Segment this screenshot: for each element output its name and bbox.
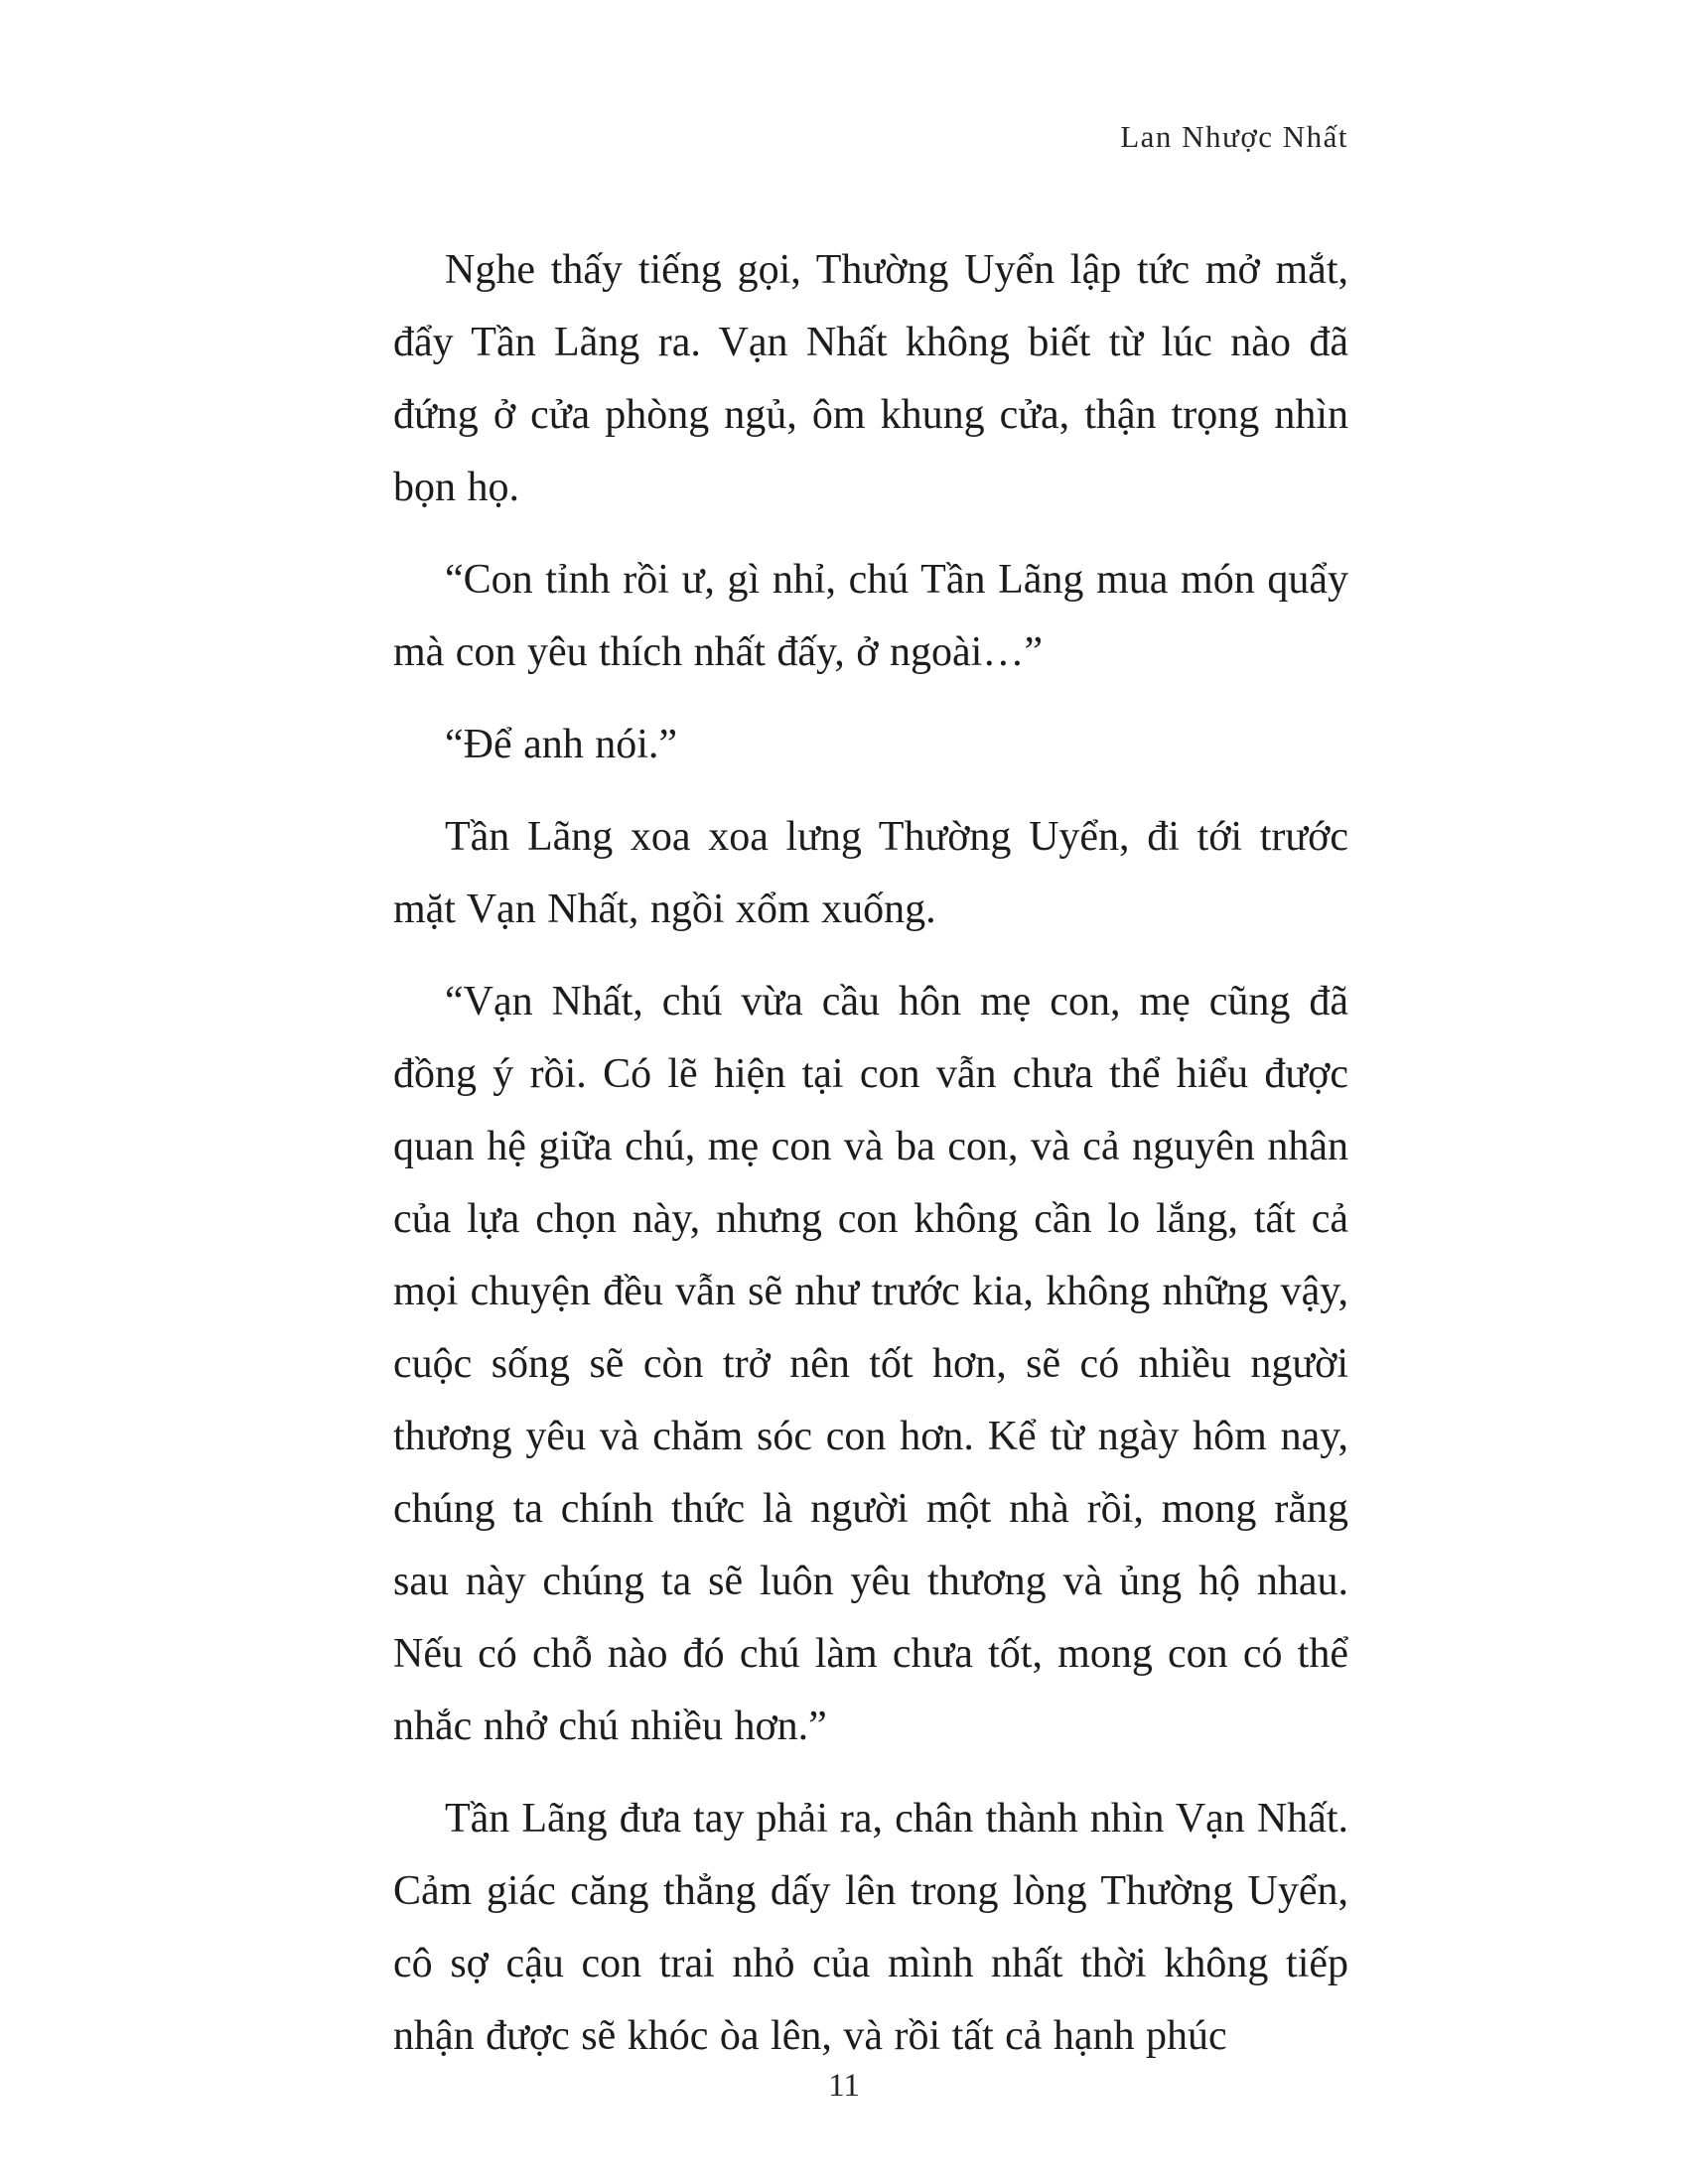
paragraph: “Để anh nói.” bbox=[445, 722, 678, 767]
paragraph: Tần Lãng đưa tay phải ra, chân thành nhìn Vạn Nhất. Cảm giác căng thẳng dấy lên trong lòng Thường Uyển, cô sợ cậu con trai nhỏ của mình nhất thời không tiếp nhận được sẽ khóc òa lên, và rồi tất cả hạnh phúc bbox=[393, 1796, 1348, 2059]
paragraph: Nghe thấy tiếng gọi, Thường Uyển lập tức mở mắt, đẩy Tần Lãng ra. Vạn Nhất không biết từ lúc nào đã đứng ở cửa phòng ngủ, ôm khung cửa, thận trọng nhìn bọn họ. bbox=[393, 247, 1348, 510]
page-number: 11 bbox=[828, 2068, 860, 2104]
paragraph: “Con tỉnh rồi ư, gì nhỉ, chú Tần Lãng mua món quẩy mà con yêu thích nhất đấy, ở ngoài…” bbox=[393, 557, 1348, 675]
running-header-author: Lan Nhược Nhất bbox=[1120, 119, 1348, 154]
paragraph: Tần Lãng xoa xoa lưng Thường Uyển, đi tới trước mặt Vạn Nhất, ngồi xổm xuống. bbox=[393, 814, 1348, 932]
body-text bbox=[393, 234, 1348, 2093]
paragraph: “Vạn Nhất, chú vừa cầu hôn mẹ con, mẹ cũng đã đồng ý rồi. Có lẽ hiện tại con vẫn chưa thể hiểu được quan hệ giữa chú, mẹ con và ba con, và cả nguyên nhân của lựa chọn này, nhưng con không cần lo lắng, tất cả mọi chuyện đều vẫn sẽ như trước kia, không những vậy, cuộc sống sẽ còn trở nên tốt hơn, sẽ có nhiều người thương yêu và chăm sóc con hơn. Kể từ ngày hôm nay, chúng ta chính thức là người một nhà rồi, mong rằng sau này chúng ta sẽ luôn yêu thương và ủng hộ nhau. Nếu có chỗ nào đó chú làm chưa tốt, mong con có thể nhắc nhở chú nhiều hơn.” bbox=[393, 979, 1348, 1749]
